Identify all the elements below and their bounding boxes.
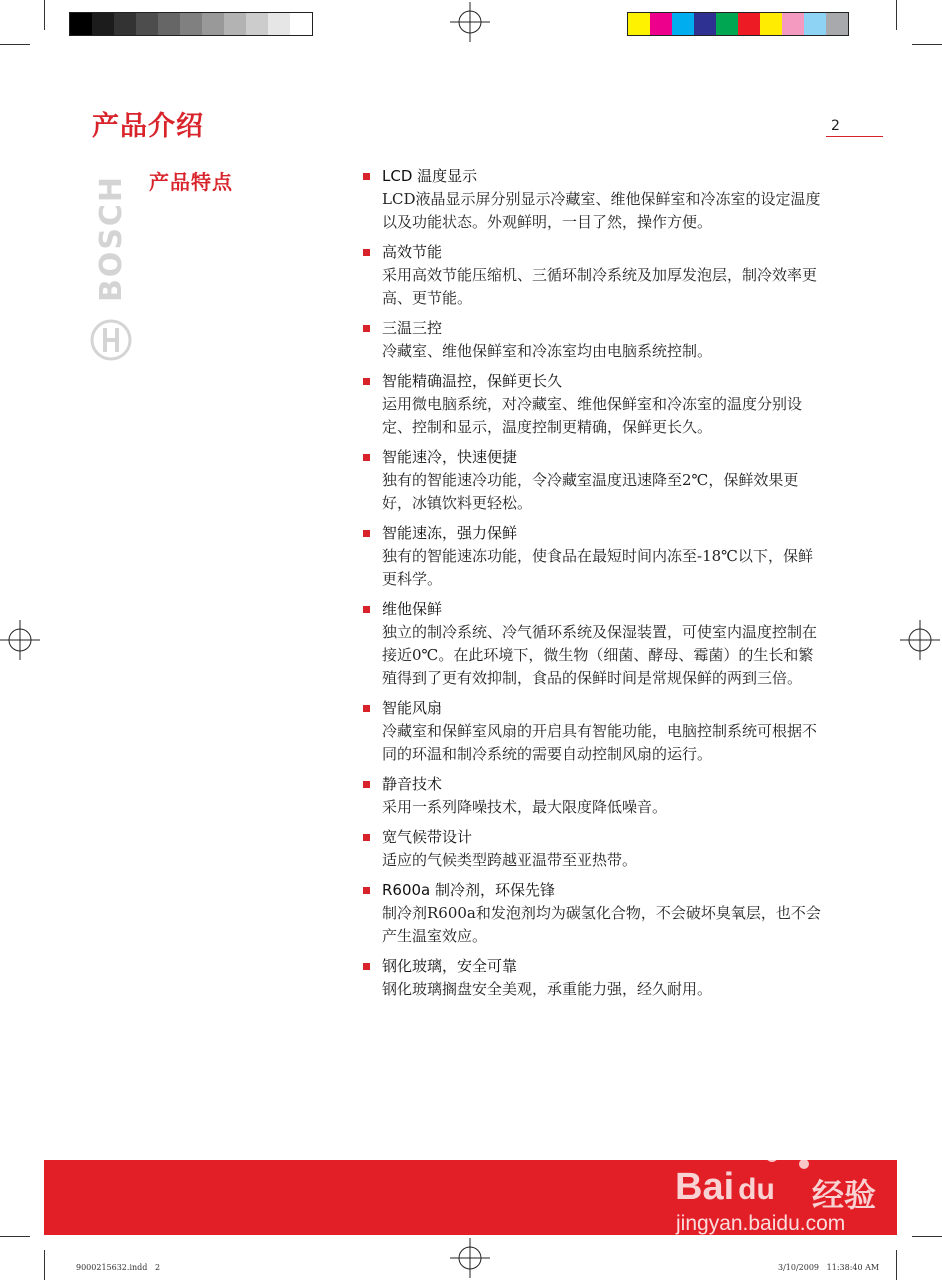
- gray-swatch: [202, 13, 224, 35]
- color-swatch: [650, 13, 672, 35]
- feature-item: [363, 599, 823, 690]
- crop-mark: [912, 1236, 942, 1237]
- watermark-cn: 经验: [812, 1176, 877, 1214]
- feature-title: 维他保鲜: [382, 600, 443, 618]
- gray-swatch: [290, 13, 312, 35]
- color-swatch: [760, 13, 782, 35]
- brand-wordmark: [82, 168, 142, 308]
- watermark-url: jingyan.baidu.com: [676, 1212, 846, 1235]
- feature-item: [363, 774, 823, 819]
- color-swatch: [672, 13, 694, 35]
- feature-body: 制冷剂R600a和发泡剂均为碳氢化合物，不会破坏臭氧层，也不会产生温室效应。: [382, 904, 821, 945]
- feature-heading: [363, 371, 823, 391]
- feature-heading: [363, 242, 823, 262]
- feature-body: 采用高效节能压缩机、三循环制冷系统及加厚发泡层，制冷效率更高、更节能。: [382, 266, 818, 307]
- feature-item: [363, 827, 823, 872]
- slug-filename: 9000215632.indd 2: [76, 1263, 161, 1272]
- bullet-icon: [363, 530, 370, 537]
- crop-mark: [0, 1236, 30, 1237]
- color-swatch: [694, 13, 716, 35]
- bullet-icon: [363, 606, 370, 613]
- brand-text: BOSCH: [94, 174, 130, 302]
- color-swatch: [738, 13, 760, 35]
- gray-swatch: [136, 13, 158, 35]
- feature-item: [363, 880, 823, 948]
- watermark-main: Bai: [675, 1166, 735, 1208]
- gray-swatch: [114, 13, 136, 35]
- feature-body: 冷藏室、维他保鲜室和冷冻室均由电脑系统控制。: [382, 342, 713, 360]
- feature-body: 钢化玻璃搁盘安全美观，承重能力强，经久耐用。: [382, 980, 713, 998]
- feature-item: [363, 447, 823, 515]
- feature-heading: [363, 698, 823, 718]
- feature-item: [363, 371, 823, 439]
- feature-heading: [363, 447, 823, 467]
- feature-heading: [363, 318, 823, 338]
- watermark-du: du: [738, 1173, 775, 1206]
- feature-body: 采用一系列降噪技术，最大限度降低噪音。: [382, 798, 668, 816]
- crop-mark: [896, 1250, 897, 1280]
- feature-list: [363, 166, 823, 1009]
- feature-heading: [363, 827, 823, 847]
- watermark-logo-text: [675, 1166, 775, 1209]
- feature-title: 智能风扇: [382, 699, 443, 717]
- feature-heading: [363, 599, 823, 619]
- feature-heading: [363, 774, 823, 794]
- feature-title: 智能精确温控，保鲜更长久: [382, 372, 563, 390]
- gray-swatch: [92, 13, 114, 35]
- grayscale-calibration-bar: [69, 12, 313, 36]
- gray-swatch: [70, 13, 92, 35]
- feature-title: 高效节能: [382, 243, 443, 261]
- bullet-icon: [363, 325, 370, 332]
- gray-swatch: [180, 13, 202, 35]
- bullet-icon: [363, 454, 370, 461]
- feature-body: 运用微电脑系统，对冷藏室、维他保鲜室和冷冻室的温度分别设定、控制和显示，温度控制更精确，保鲜更长久。: [382, 395, 803, 436]
- color-swatch: [782, 13, 804, 35]
- registration-mark-top-icon: [450, 2, 490, 42]
- page-number: 2: [826, 118, 883, 137]
- feature-item: [363, 523, 823, 591]
- feature-body: 独有的智能速冷功能，令冷藏室温度迅速降至2℃，保鲜效果更好，冰镇饮料更轻松。: [382, 471, 799, 512]
- feature-title: R600a 制冷剂，环保先锋: [382, 881, 556, 899]
- feature-body: 独立的制冷系统、冷气循环系统及保湿装置，可使室内温度控制在接近0℃。在此环境下，微生物（细菌、酵母、霉菌）的生长和繁殖得到了更有效抑制，食品的保鲜时间是常规保鲜的两到三倍。: [382, 623, 818, 687]
- feature-body: 冷藏室和保鲜室风扇的开启具有智能功能，电脑控制系统可根据不同的环温和制冷系统的需要自动控制风扇的运行。: [382, 722, 818, 763]
- feature-heading: [363, 880, 823, 900]
- feature-title: 宽气候带设计: [382, 828, 473, 846]
- bullet-icon: [363, 378, 370, 385]
- crop-mark: [44, 1250, 45, 1280]
- bosch-logo-icon: [89, 318, 133, 362]
- feature-body: 独有的智能速冻功能，使食品在最短时间内冻至-18℃以下，保鲜更科学。: [382, 547, 813, 588]
- feature-title: LCD 温度显示: [382, 167, 478, 185]
- feature-item: [363, 318, 823, 363]
- gray-swatch: [224, 13, 246, 35]
- gray-swatch: [158, 13, 180, 35]
- gray-swatch: [268, 13, 290, 35]
- bullet-icon: [363, 963, 370, 970]
- feature-heading: [363, 956, 823, 976]
- feature-item: [363, 166, 823, 234]
- feature-title: 智能速冷，快速便捷: [382, 448, 518, 466]
- section-title: 产品特点: [149, 170, 233, 194]
- bullet-icon: [363, 249, 370, 256]
- gray-swatch: [246, 13, 268, 35]
- registration-mark-left-icon: [0, 620, 40, 660]
- feature-body: LCD液晶显示屏分别显示冷藏室、维他保鲜室和冷冻室的设定温度以及功能状态。外观鲜明，一目了然，操作方便。: [382, 190, 821, 231]
- color-swatch: [716, 13, 738, 35]
- feature-item: [363, 242, 823, 310]
- feature-heading: [363, 523, 823, 543]
- bullet-icon: [363, 834, 370, 841]
- bullet-icon: [363, 705, 370, 712]
- color-swatch: [826, 13, 848, 35]
- feature-title: 静音技术: [382, 775, 443, 793]
- feature-heading: [363, 166, 823, 186]
- crop-mark: [44, 0, 45, 30]
- crop-mark: [0, 44, 30, 45]
- bullet-icon: [363, 781, 370, 788]
- crop-mark: [912, 44, 942, 45]
- feature-item: [363, 698, 823, 766]
- color-calibration-bar: [627, 12, 849, 36]
- color-swatch: [628, 13, 650, 35]
- registration-mark-right-icon: [900, 620, 940, 660]
- page-title: 产品介绍: [92, 111, 204, 142]
- feature-title: 三温三控: [382, 319, 443, 337]
- feature-body: 适应的气候类型跨越亚温带至亚热带。: [382, 851, 638, 869]
- bullet-icon: [363, 887, 370, 894]
- feature-title: 钢化玻璃，安全可靠: [382, 957, 518, 975]
- feature-item: [363, 956, 823, 1001]
- crop-mark: [896, 0, 897, 30]
- bullet-icon: [363, 173, 370, 180]
- slug-date: 3/10/2009 11:38:40 AM: [778, 1263, 880, 1272]
- registration-mark-bottom-icon: [450, 1238, 490, 1278]
- color-swatch: [804, 13, 826, 35]
- feature-title: 智能速冻，强力保鲜: [382, 524, 518, 542]
